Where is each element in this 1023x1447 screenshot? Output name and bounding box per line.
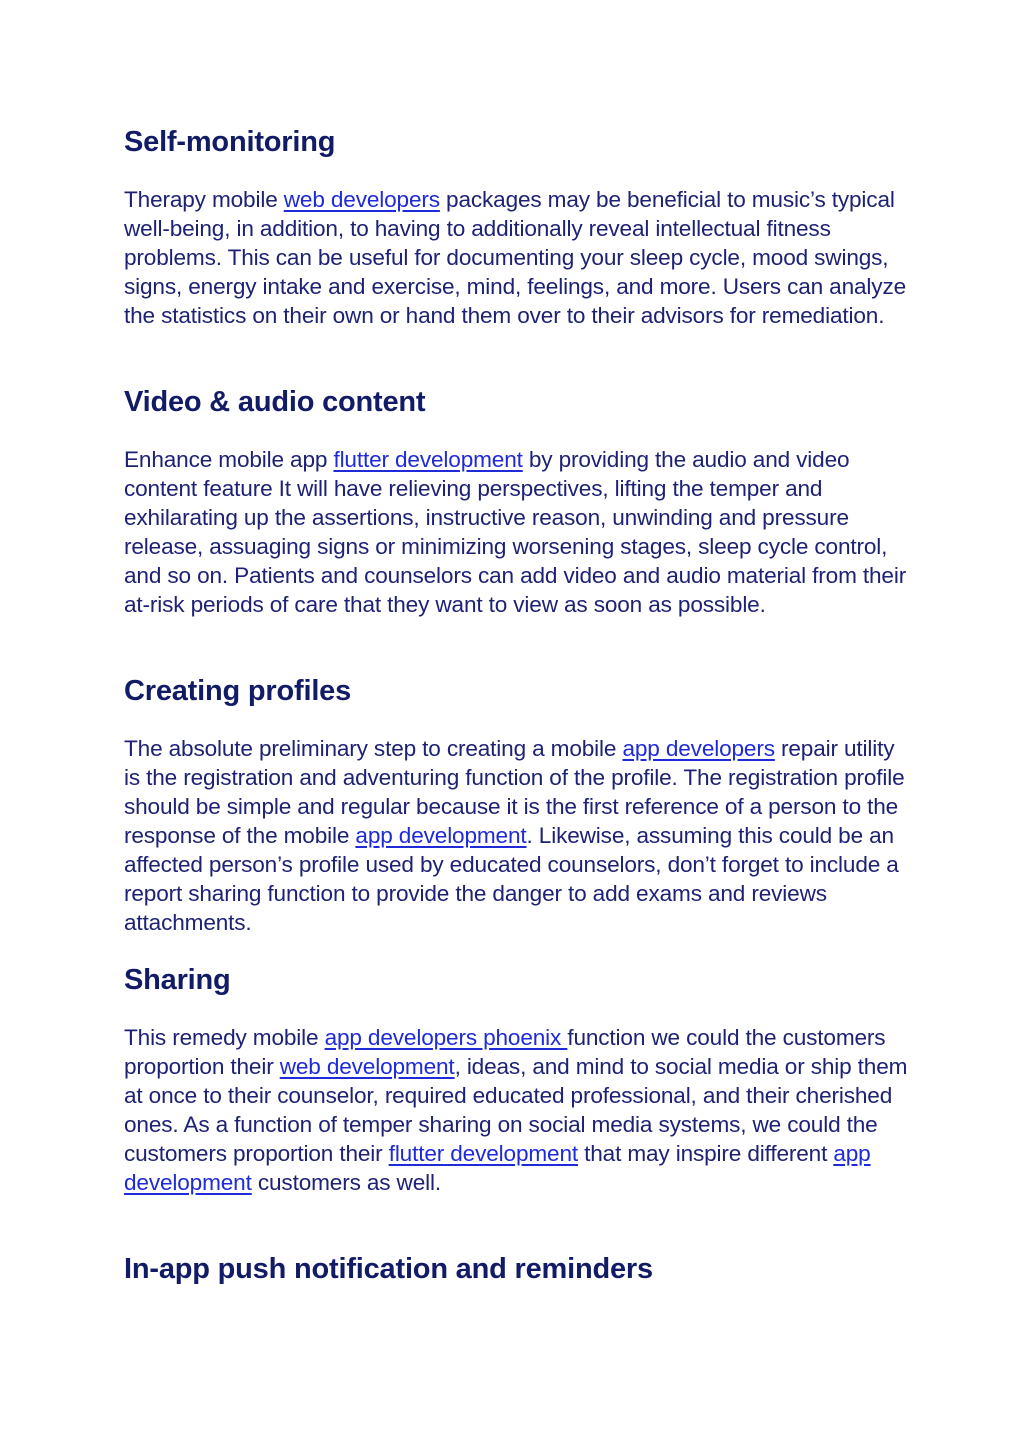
- paragraph-text: that may inspire different: [578, 1141, 834, 1166]
- paragraph-creating-profiles: [124, 734, 914, 937]
- heading-in-app-push-notification: In-app push notification and reminders: [124, 1253, 653, 1285]
- paragraph-text: packages may be beneficial to music’s typical well-being, in addition, to having to additionally reveal intellectual fitness problems. This can be useful for documenting your sleep cycle, mood swings, signs, energy intake and exercise, mind, feelings, and more. Users can analyze the statistics on their own or hand them over to their advisors for remediation.: [124, 187, 907, 328]
- link-app-developers-phoenix[interactable]: app developers phoenix: [324, 1025, 568, 1050]
- link-app-development[interactable]: app development: [355, 823, 527, 848]
- heading-sharing: Sharing: [124, 964, 231, 996]
- heading-self-monitoring: Self-monitoring: [124, 126, 336, 158]
- link-web-development[interactable]: web development: [279, 1054, 455, 1079]
- link-app-development[interactable]: app development: [124, 1141, 871, 1195]
- paragraph-text: Enhance mobile app: [124, 447, 334, 472]
- paragraph-text: . Likewise, assuming this could be an affected person’s profile used by educated counselors, don’t forget to include a report sharing function to provide the danger to add exams and reviews attachments.: [124, 823, 899, 935]
- paragraph-text: The absolute preliminary step to creating a mobile: [124, 736, 623, 761]
- heading-creating-profiles: Creating profiles: [124, 675, 352, 707]
- paragraph-text: , ideas, and mind to social media or ship them at once to their counselor, required educated professional, and their cherished ones. As a function of temper sharing on social media systems, we could the customers proportion their: [124, 1054, 908, 1166]
- paragraph-text: function we could the customers proportion their: [124, 1025, 886, 1079]
- heading-video-audio-content: Video & audio content: [124, 386, 426, 418]
- paragraph-sharing: [124, 1023, 914, 1197]
- link-app-developers[interactable]: app developers: [622, 736, 775, 761]
- paragraph-text: Therapy mobile: [124, 187, 284, 212]
- paragraph-text: This remedy mobile: [124, 1025, 325, 1050]
- paragraph-text: by providing the audio and video content feature It will have relieving perspectives, lifting the temper and exhilarating up the assertions, instructive reason, unwinding and pressure release, assuaging signs or minimizing worsening stages, sleep cycle control, and so on. Patients and counselors can add video and audio material from their at-risk periods of care that they want to view as soon as possible.: [124, 447, 907, 617]
- paragraph-self-monitoring: [124, 185, 914, 330]
- link-flutter-development[interactable]: flutter development: [333, 447, 523, 472]
- link-web-developers[interactable]: web developers: [283, 187, 440, 212]
- paragraph-text: repair utility is the registration and adventuring function of the profile. The registration profile should be simple and regular because it is the first reference of a person to the response of the mobile: [124, 736, 905, 848]
- link-flutter-development[interactable]: flutter development: [388, 1141, 578, 1166]
- paragraph-video-audio-content: [124, 445, 914, 619]
- paragraph-text: customers as well.: [251, 1170, 441, 1195]
